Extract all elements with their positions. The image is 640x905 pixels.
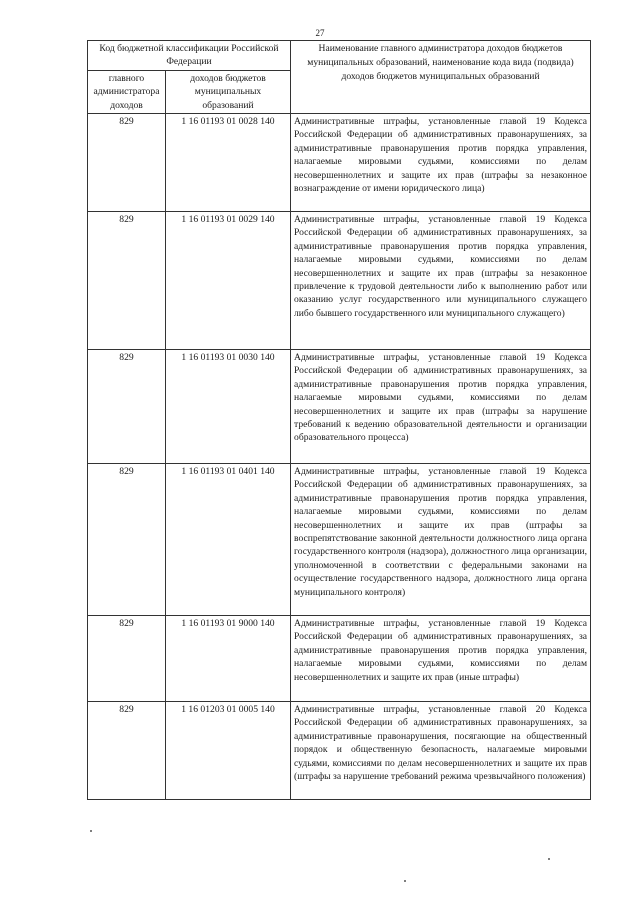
table-row [88,616,591,702]
income-code-cell: 1 16 01193 01 9000 140 [166,616,291,702]
income-description-cell: Административные штрафы, установленные главой 19 Кодекса Российской Федерации об административных правонарушениях, за административные правонарушения против порядка управления, налагаемые мировыми судьями, комиссиями по делам несовершеннолетних и защите их прав (иные штрафы) [291,616,591,702]
income-code-cell: 1 16 01193 01 0030 140 [166,350,291,464]
budget-codes-table [87,40,591,800]
income-code-cell: 1 16 01193 01 0401 140 [166,464,291,616]
admin-code-cell: 829 [88,212,166,350]
table-row [88,350,591,464]
table-row [88,114,591,212]
header-income-col: доходов бюджетов муниципальных образований [166,70,291,113]
table-header [88,41,591,114]
income-description-cell: Административные штрафы, установленные главой 20 Кодекса Российской Федерации об административных правонарушениях, за административные правонарушения, посягающие на общественный порядок и общественную безопасность, налагаемые мировыми судьями, комиссиями по делам несовершеннолетних и защите их прав (штрафы за нарушение требований режима чрезвычайного положения) [291,702,591,800]
income-description-cell: Административные штрафы, установленные главой 19 Кодекса Российской Федерации об административных правонарушениях, за административные правонарушения против порядка управления, налагаемые мировыми судьями, комиссиями по делам несовершеннолетних и защите их прав (штрафы за незаконное привлечение к трудовой деятельности либо к выполнению работ или оказанию услуг государственного или муниципального служащего либо бывшего государственного или муниципального служащего) [291,212,591,350]
scan-speck [404,880,406,882]
header-name: Наименование главного администратора доходов бюджетов муниципальных образований, наименование кода вида (подвида) доходов бюджетов муниципальных образований [291,41,591,114]
table-row [88,702,591,800]
scan-speck [90,830,92,832]
header-admin-col: главного администратора доходов [88,70,166,113]
header-kbk: Код бюджетной классификации Российской Федерации [88,41,291,71]
admin-code-cell: 829 [88,114,166,212]
income-description-cell: Административные штрафы, установленные главой 19 Кодекса Российской Федерации об административных правонарушениях, за административные правонарушения против порядка управления, налагаемые мировыми судьями, комиссиями по делам несовершеннолетних и защите их прав (штрафы за незаконное вознаграждение от имени юридического лица) [291,114,591,212]
scan-speck [548,858,550,860]
admin-code-cell: 829 [88,616,166,702]
income-code-cell: 1 16 01193 01 0029 140 [166,212,291,350]
admin-code-cell: 829 [88,350,166,464]
admin-code-cell: 829 [88,464,166,616]
admin-code-cell: 829 [88,702,166,800]
table-row [88,464,591,616]
income-description-cell: Административные штрафы, установленные главой 19 Кодекса Российской Федерации об административных правонарушениях, за административные правонарушения против порядка управления, налагаемые мировыми судьями, комиссиями по делам несовершеннолетних и защите их прав (штрафы за воспрепятствование законной деятельности должностного лица органа государственного контроля (надзора), должностного лица организации, уполномоченной в соответствии с федеральными законами на осуществление государственного надзора, должностного лица органа муниципального контроля) [291,464,591,616]
income-code-cell: 1 16 01203 01 0005 140 [166,702,291,800]
page-number: 27 [315,28,325,38]
income-description-cell: Административные штрафы, установленные главой 19 Кодекса Российской Федерации об административных правонарушениях, за административные правонарушения против порядка управления, налагаемые мировыми судьями, комиссиями по делам несовершеннолетних и защите их прав (штрафы за нарушение требований к ведению образовательной деятельности и организации образовательного процесса) [291,350,591,464]
income-code-cell: 1 16 01193 01 0028 140 [166,114,291,212]
table-row [88,212,591,350]
table-body [88,114,591,800]
